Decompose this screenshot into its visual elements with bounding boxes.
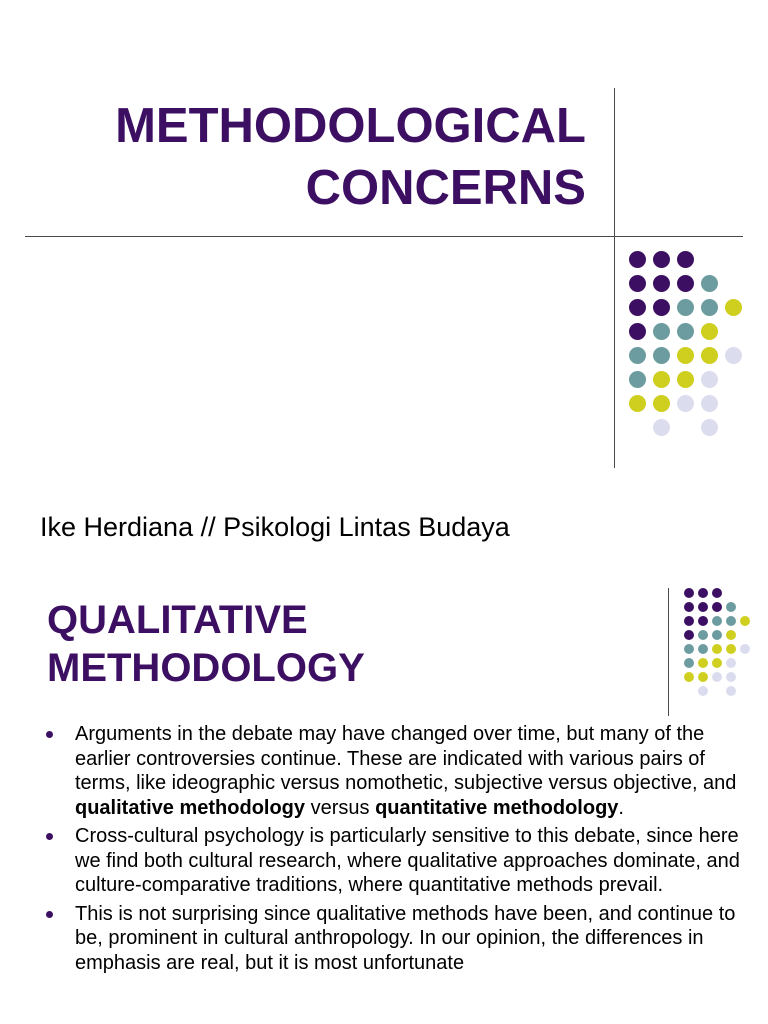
decorative-dot [726,616,736,626]
decorative-dot [712,658,722,668]
decorative-dot [712,588,722,598]
bullet-item [45,824,745,898]
decorative-dot [712,672,722,682]
slide2-title-line-2: METHODOLOGY [47,646,365,690]
decorative-dot [726,630,736,640]
decorative-dot [701,275,718,292]
slide2-vertical-divider [668,588,669,716]
decorative-dot [726,672,736,682]
slide-title-line-2: CONCERNS [305,161,586,215]
decorative-dot [698,658,708,668]
decorative-dot [701,323,718,340]
decorative-dot [677,347,694,364]
decorative-dot [684,644,694,654]
decorative-dot [698,588,708,598]
bold-term: qualitative methodology [75,796,306,819]
decorative-dot [698,616,708,626]
bullet-item [45,902,745,976]
decorative-dot [653,251,670,268]
decorative-dot [698,686,708,696]
decorative-dot [629,299,646,316]
decorative-dot [677,251,694,268]
bullet-text: . [618,796,624,819]
decorative-dot [740,616,750,626]
decorative-dot [629,347,646,364]
decorative-dot [653,371,670,388]
decorative-dot [629,275,646,292]
vertical-divider [614,88,615,468]
decorative-dot [677,395,694,412]
decorative-dot [684,602,694,612]
decorative-dot [712,616,722,626]
decorative-dot [684,616,694,626]
slide-title-line-1: METHODOLOGICAL [115,99,586,153]
decorative-dot [726,644,736,654]
decorative-dot [701,299,718,316]
bullet-text: This is not surprising since qualitative methods have been, and continue to be, prominent in cultural anthropology. In our opinion, the differences in emphasis are real, but it is most unfortunate [75,902,736,974]
decorative-dot [653,323,670,340]
decorative-dot [684,672,694,682]
author-line: Ike Herdiana // Psikologi Lintas Budaya [40,512,510,542]
decorative-dot [712,644,722,654]
bullet-marker [46,731,53,738]
decorative-dot [701,347,718,364]
decorative-dot [653,299,670,316]
decorative-dot [677,299,694,316]
decorative-dot [698,630,708,640]
decorative-dot [712,630,722,640]
decorative-dot [726,658,736,668]
decorative-dot [684,630,694,640]
bullet-item [45,722,745,820]
decorative-dot [653,275,670,292]
decorative-dot [629,251,646,268]
decorative-dot [653,347,670,364]
bullet-marker [46,833,53,840]
horizontal-divider [25,236,743,237]
decorative-dot [629,323,646,340]
decorative-dot [698,672,708,682]
decorative-dot [653,419,670,436]
bullet-text: Cross-cultural psychology is particularly sensitive to this debate, since here we find both cultural research, where qualitative approaches dominate, and culture-comparative traditions, where quantitative methods prevail. [75,825,740,896]
decorative-dot [725,299,742,316]
decorative-dot [677,275,694,292]
bullet-text: versus [305,796,376,819]
decorative-dot [629,395,646,412]
bullet-marker [46,911,53,918]
decorative-dot [684,588,694,598]
decorative-dot [677,371,694,388]
decorative-dot [653,395,670,412]
decorative-dot [677,323,694,340]
decorative-dot [725,347,742,364]
bullet-text: Arguments in the debate may have changed over time, but many of the earlier controversies continue. These are indicated with various pairs of terms, like ideographic versus nomothetic, subjective versus objective, and [75,723,737,794]
decorative-dot [698,602,708,612]
decorative-dot [726,602,736,612]
slide2-title-line-1: QUALITATIVE [47,598,308,642]
decorative-dot [698,644,708,654]
decorative-dot [701,371,718,388]
decorative-dot [701,419,718,436]
decorative-dot [712,602,722,612]
decorative-dot [684,658,694,668]
decorative-dot [701,395,718,412]
decorative-dot [726,686,736,696]
bold-term: quantitative methodology [375,796,619,819]
decorative-dot [629,371,646,388]
bullet-list [45,722,745,979]
decorative-dot [740,644,750,654]
